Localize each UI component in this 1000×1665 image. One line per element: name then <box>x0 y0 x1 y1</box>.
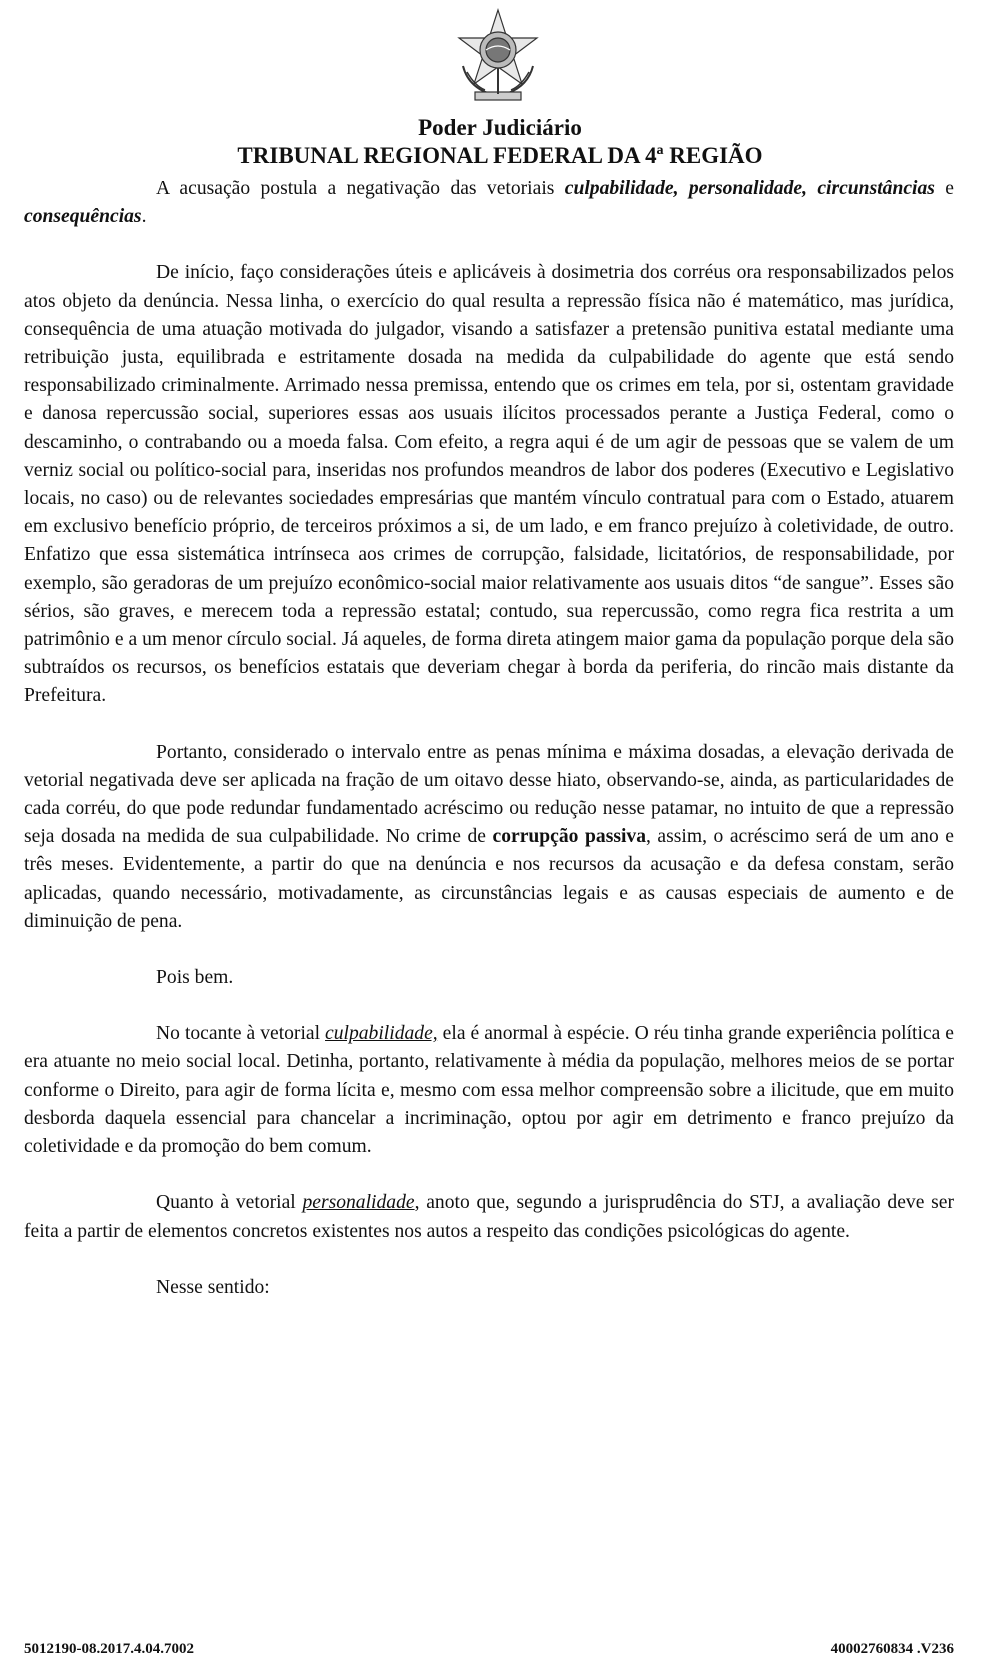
paragraph-pois-bem: Pois bem. <box>156 967 234 989</box>
document-code: 40002760834 .V236 <box>830 1641 954 1657</box>
personalidade-text-start: Quanto à vetorial <box>156 1192 303 1214</box>
paragraph-personalidade <box>24 1189 954 1245</box>
period: . <box>141 206 147 228</box>
personalidade-text-end: , anoto que, segundo a jurisprudência do STJ, a avaliação deve ser feita a partir de elementos concretos existentes nos autos a respeito das condições psicológicas do agente. <box>24 1192 954 1242</box>
vetorial-consequencias: consequências <box>24 206 142 228</box>
document-body <box>24 175 954 1302</box>
paragraph-dosimetry <box>24 739 954 936</box>
header-court-branch: Poder Judiciário <box>418 115 582 140</box>
vetoriais-list: culpabilidade, personalidade, circunstâncias <box>564 178 935 199</box>
paragraph-accusation-text: A acusação postula a negativação das vetoriais <box>156 178 565 199</box>
vetorial-culpabilidade: culpabilidade, <box>325 1023 438 1045</box>
conjunction: e <box>934 178 954 199</box>
dosimetry-text-start: Portanto, considerado o intervalo entre as penas mínima e máxima dosadas, a elevação derivada de vetorial negativada deve ser aplicada na fração de um oitavo desse hiato, observando-se, ainda, as particularidades de cada corréu, do que pode redundar fundamentado acréscimo ou redução nesse patamar, no intuito de que a repressão seja dosada na medida de sua culpabilidade. No crime de <box>24 741 954 848</box>
vetorial-personalidade: personalidade <box>302 1192 415 1214</box>
header-court-name: TRIBUNAL REGIONAL FEDERAL DA 4ª REGIÃO <box>237 143 763 168</box>
culpabilidade-text-end: ela é anormal à espécie. O réu tinha grande experiência política e era atuante no meio social local. Detinha, portanto, relativamente à média da população, melhores meios de se portar conforme o Direito, para agir de forma lícita e, mesmo com essa melhor compreensão sobre a ilicitude, que em muito desborda daquela essencial para chancelar a incriminação, optou por agir em detrimento e franco prejuízo da coletividade e da promoção do bem comum. <box>24 1023 954 1158</box>
brazil-coat-of-arms-icon <box>455 6 541 106</box>
culpabilidade-text-start: No tocante à vetorial <box>156 1023 326 1045</box>
dosimetry-text-end: , assim, o acréscimo será de um ano e três meses. Evidentemente, a partir do que na denúncia e nos recursos da acusação e da defesa constam, serão aplicadas, quando necessário, motivadamente, as circunstâncias legais e as causas especiais de aumento e de diminuição de pena. <box>24 826 954 932</box>
paragraph-culpabilidade <box>24 1020 954 1161</box>
paragraph-considerations: De início, faço considerações úteis e aplicáveis à dosimetria dos corréus ora responsabilizados pelos atos objeto da denúncia. Nessa linha, o exercício do qual resulta a repressão física não é matemático, mas jurídica, consequência de uma atuação motivada do julgador, visando a satisfazer a pretensão punitiva estatal mediante uma retribuição justa, equilibrada e estritamente dosada na medida da culpabilidade do agente que está sendo responsabilizado criminalmente. Arrimado nessa premissa, entendo que os crimes em tela, por si, ostentam gravidade e danosa repercussão social, superiores essas aos usuais ilícitos processados perante a Justiça Federal, como o descaminho, o contrabando ou a moeda falsa. Com efeito, a regra aqui é de um agir de pessoas que se valem de um verniz social ou político-social para, inseridas nos profundos meandros de labor dos poderes (Executivo e Legislativo locais, no caso) ou de relevantes sociedades empresárias que mantém vínculo contratual para com o Estado, atuarem em exclusivo benefício próprio, de terceiros próximos a si, de um lado, e em franco prejuízo à coletividade, de outro. Enfatizo que essa sistemática intrínseca aos crimes de corrupção, falsidade, licitatórios, de responsabilidade, por exemplo, são geradoras de um prejuízo econômico-social maior relativamente aos usuais ditos “de sangue”. Esses são sérios, são graves, e merecem toda a repressão estatal; contudo, sua repercussão, como regra fica restrita a um patrimônio e a um menor círculo social. Já aqueles, de forma direta atingem maior gama da população porque dela são subtraídos os recursos, os benefícios estatais que deveriam chegar à borda da periferia, do rincão mais distante da Prefeitura. <box>24 262 954 707</box>
paragraph-nesse-sentido: Nesse sentido: <box>156 1276 270 1298</box>
paragraph-accusation <box>24 175 954 231</box>
crime-name: corrupção passiva <box>492 826 646 848</box>
process-number: 5012190-08.2017.4.04.7002 <box>24 1641 194 1657</box>
